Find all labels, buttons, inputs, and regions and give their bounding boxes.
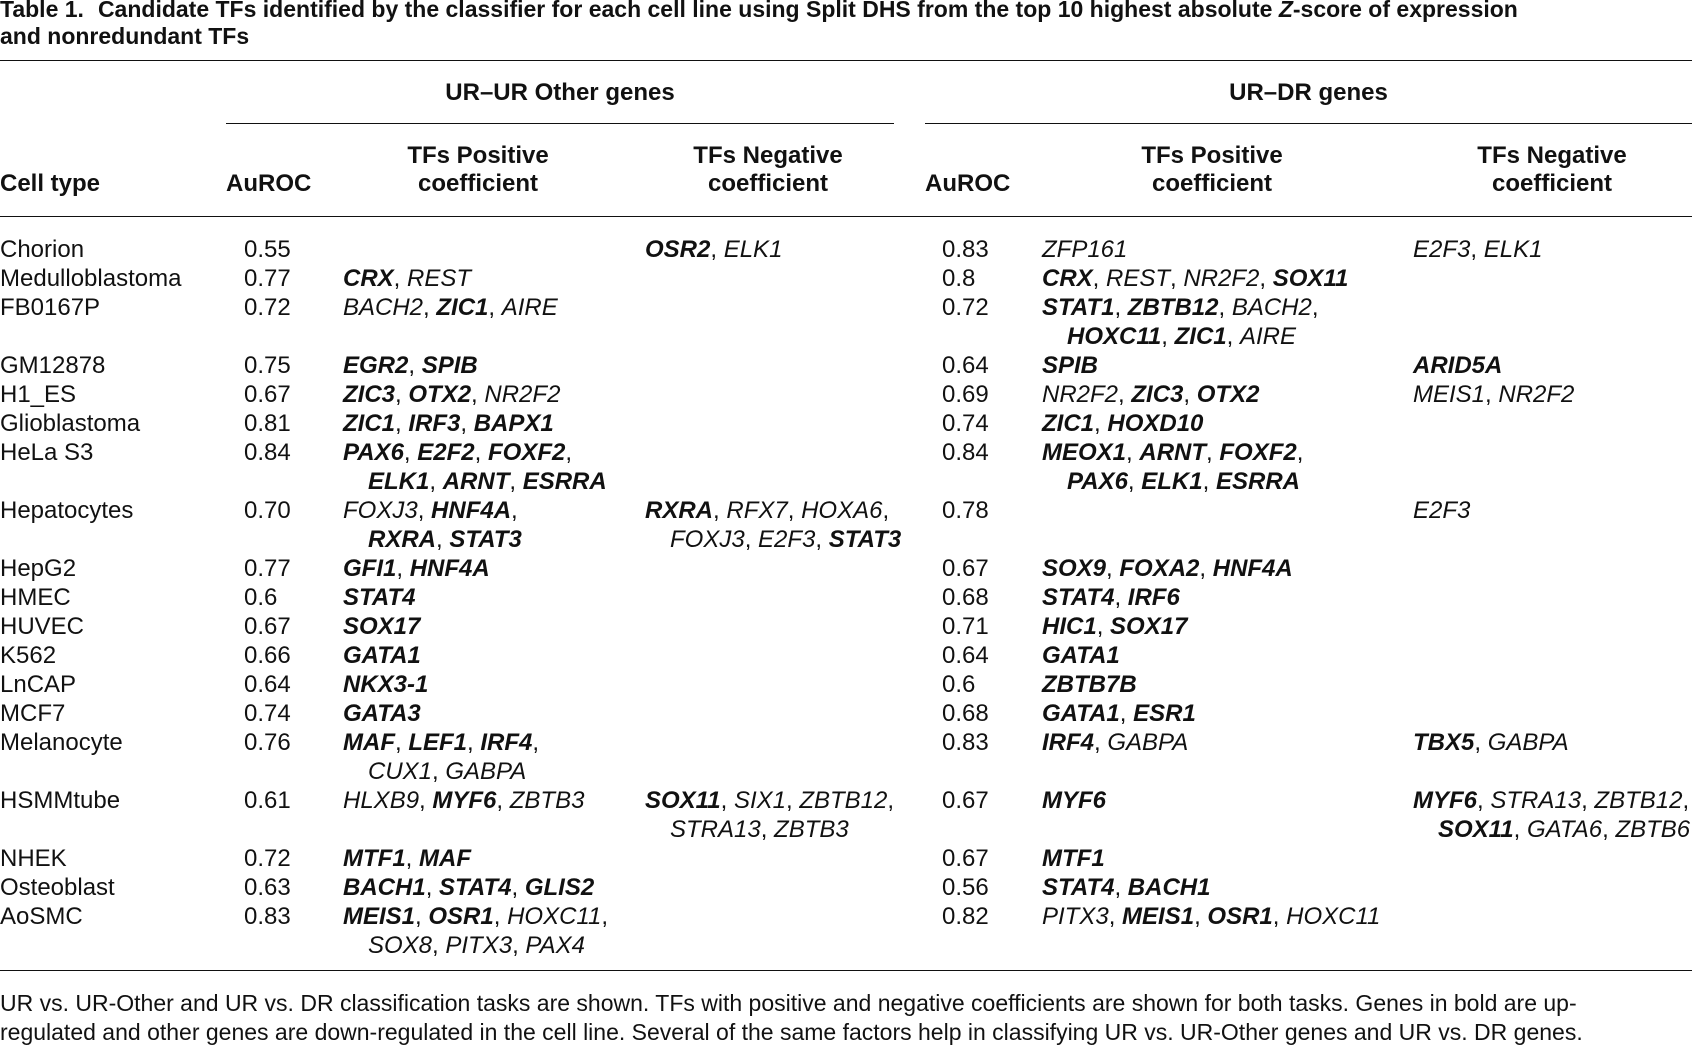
tfs-negative-ur-dr: E2F3, ELK1 — [1413, 236, 1543, 263]
gene-upregulated: ZIC1 — [1042, 410, 1095, 437]
header-rule — [0, 216, 1692, 217]
gene-upregulated: MYF6 — [1042, 787, 1107, 814]
gene-downregulated: PITX3 — [445, 932, 513, 959]
gene-upregulated: OSR2 — [645, 236, 711, 263]
cell-type: HUVEC — [0, 613, 85, 640]
auroc-ur-other: 0.74 — [244, 700, 291, 727]
gene-upregulated: STAT4 — [439, 874, 512, 901]
tfs-negative-ur-dr: MEIS1, NR2F2 — [1413, 381, 1575, 408]
gene-upregulated: HOXD10 — [1107, 410, 1204, 437]
tfs-negative-ur-dr — [1413, 496, 1470, 525]
auroc-ur-dr: 0.56 — [942, 874, 989, 901]
auroc-ur-other: 0.66 — [244, 642, 291, 669]
cell-type: H1_ES — [0, 381, 77, 408]
tfs-positive-ur-other: MTF1, MAF — [343, 845, 471, 872]
gene-upregulated: RXRA — [645, 497, 714, 524]
tfs-positive-ur-dr: HIC1, SOX17 — [1042, 613, 1188, 640]
gene-upregulated: ZBTB7B — [1042, 671, 1137, 698]
gene-upregulated: SOX9 — [1042, 555, 1107, 582]
tfs-positive-ur-dr: PITX3, MEIS1, OSR1, HOXC11 — [1042, 903, 1381, 930]
table-row — [0, 235, 1692, 264]
gene-downregulated: FOXJ3 — [343, 497, 418, 524]
gene-upregulated: HOXC11 — [1067, 323, 1162, 350]
gene-downregulated: AIRE — [501, 294, 558, 321]
auroc-ur-other: 0.64 — [244, 671, 291, 698]
gene-downregulated: NR2F2 — [1498, 381, 1575, 408]
gene-downregulated: E2F3 — [1413, 497, 1471, 524]
gene-upregulated: FOXF2 — [487, 439, 566, 466]
auroc-ur-other: 0.63 — [244, 874, 291, 901]
gene-upregulated: SOX17 — [1110, 613, 1188, 640]
gene-upregulated: SOX17 — [343, 613, 421, 640]
tfs-positive-ur-other: GFI1, HNF4A — [343, 555, 490, 582]
gene-downregulated: SIX1 — [733, 787, 786, 814]
gene-upregulated: STAT4 — [1042, 584, 1115, 611]
gene-downregulated: CUX1 — [368, 758, 433, 785]
tfs-positive-ur-dr — [1042, 844, 1105, 873]
bottom-rule — [0, 970, 1692, 971]
auroc-ur-dr: 0.71 — [942, 613, 989, 640]
gene-downregulated: ZBTB12 — [1594, 787, 1683, 814]
auroc-ur-dr: 0.72 — [942, 294, 989, 321]
auroc-ur-dr: 0.68 — [942, 700, 989, 727]
auroc-ur-dr: 0.74 — [942, 410, 989, 437]
auroc-ur-dr: 0.67 — [942, 555, 989, 582]
gene-upregulated: ESR1 — [1133, 700, 1196, 727]
cell-type: Medulloblastoma — [0, 265, 182, 292]
gene-downregulated: E2F3 — [1413, 236, 1471, 263]
auroc-ur-other: 0.72 — [244, 294, 291, 321]
tfs-positive-ur-other: CRX, REST — [343, 265, 472, 292]
table-row — [0, 728, 1692, 786]
gene-upregulated: MAF — [343, 729, 395, 756]
table-row — [0, 844, 1692, 873]
gene-downregulated: NR2F2 — [1183, 265, 1260, 292]
gene-downregulated: REST — [1106, 265, 1171, 292]
col-header-cell-type: Cell type — [0, 170, 101, 197]
tfs-negative-ur-dr — [1413, 351, 1502, 380]
tfs-positive-ur-other — [343, 641, 421, 670]
tfs-positive-ur-dr: GATA1, ESR1 — [1042, 700, 1196, 727]
table-row — [0, 612, 1692, 641]
auroc-ur-other: 0.83 — [244, 903, 291, 930]
gene-upregulated: ESRRA — [1215, 468, 1300, 495]
auroc-ur-dr: 0.68 — [942, 584, 989, 611]
gene-downregulated: BACH2 — [1231, 294, 1312, 321]
gene-downregulated: FOXJ3 — [670, 526, 745, 553]
col-header-neg-2: TFs Negative coefficient — [1477, 142, 1627, 197]
gene-upregulated: STAT3 — [828, 526, 902, 553]
group-header-ur-dr: UR–DR genes — [1229, 79, 1388, 106]
table-row — [0, 380, 1692, 409]
gene-upregulated: E2F2 — [417, 439, 475, 466]
col-header-pos-2: TFs Positive coefficient — [1141, 142, 1283, 197]
gene-upregulated: IRF4 — [480, 729, 533, 756]
tfs-positive-ur-other — [343, 612, 420, 641]
auroc-ur-dr: 0.78 — [942, 497, 989, 524]
tfs-negative-ur-dr: TBX5, GABPA — [1413, 729, 1569, 756]
auroc-ur-other: 0.77 — [244, 265, 291, 292]
cell-type: Chorion — [0, 236, 85, 263]
gene-downregulated: GABPA — [1107, 729, 1189, 756]
gene-upregulated: FOXF2 — [1219, 439, 1297, 466]
gene-upregulated: TBX5 — [1413, 729, 1475, 756]
group-rule-ur-ur-other — [226, 123, 894, 124]
gene-downregulated: REST — [407, 265, 472, 292]
tfs-negative-ur-dr: MYF6, STRA13, ZBTB12, SOX11, GATA6, ZBTB6 — [1413, 787, 1691, 843]
cell-type: GM12878 — [0, 352, 106, 379]
auroc-ur-dr: 0.64 — [942, 352, 989, 379]
cell-type: AoSMC — [0, 903, 83, 930]
gene-upregulated: CRX — [1042, 265, 1093, 292]
gene-upregulated: MYF6 — [432, 787, 497, 814]
gene-upregulated: BACH1 — [343, 874, 426, 901]
gene-upregulated: MEOX1 — [1042, 439, 1127, 466]
gene-upregulated: IRF4 — [1042, 729, 1095, 756]
gene-downregulated: AIRE — [1239, 323, 1296, 350]
col-header-auroc-1: AuROC — [226, 170, 312, 197]
gene-upregulated: STAT4 — [343, 584, 416, 611]
auroc-ur-dr: 0.69 — [942, 381, 989, 408]
gene-downregulated: SOX8 — [368, 932, 433, 959]
gene-upregulated: GFI1 — [343, 555, 397, 582]
gene-upregulated: ARNT — [1139, 439, 1207, 466]
gene-upregulated: HNF4A — [409, 555, 490, 582]
tfs-positive-ur-other: BACH1, STAT4, GLIS2 — [343, 874, 595, 901]
tfs-positive-ur-dr: SOX9, FOXA2, HNF4A — [1042, 555, 1293, 582]
gene-downregulated: GATA6 — [1526, 816, 1603, 843]
auroc-ur-dr: 0.83 — [942, 236, 989, 263]
gene-downregulated: RFX7 — [726, 497, 788, 524]
table-row — [0, 873, 1692, 902]
table-row — [0, 293, 1692, 351]
gene-upregulated: STAT4 — [1042, 874, 1115, 901]
group-rule-ur-dr — [925, 123, 1692, 124]
tfs-positive-ur-other: EGR2, SPIB — [343, 352, 478, 379]
gene-downregulated: STRA13 — [670, 816, 761, 843]
gene-upregulated: SOX11 — [1272, 265, 1349, 292]
gene-downregulated: ZBTB6 — [1615, 816, 1691, 843]
gene-downregulated: ELK1 — [723, 236, 783, 263]
tfs-negative-ur-other: SOX11, SIX1, ZBTB12, STRA13, ZBTB3 — [645, 787, 895, 843]
gene-upregulated: ELK1 — [368, 468, 430, 495]
gene-upregulated: SPIB — [1042, 352, 1099, 379]
cell-type: NHEK — [0, 845, 67, 872]
table-row — [0, 670, 1692, 699]
table-row — [0, 641, 1692, 670]
gene-downregulated: ZBTB3 — [774, 816, 849, 843]
auroc-ur-dr: 0.67 — [942, 787, 989, 814]
auroc-ur-other: 0.81 — [244, 410, 291, 437]
cell-type: HMEC — [0, 584, 71, 611]
table-row — [0, 554, 1692, 583]
auroc-ur-other: 0.67 — [244, 381, 291, 408]
auroc-ur-other: 0.75 — [244, 352, 291, 379]
gene-downregulated: ZFP161 — [1042, 236, 1128, 263]
gene-upregulated: ZIC1 — [1174, 323, 1227, 350]
tfs-positive-ur-dr — [1042, 351, 1098, 380]
gene-upregulated: ZIC3 — [1131, 381, 1184, 408]
gene-upregulated: MTF1 — [1042, 845, 1105, 872]
gene-upregulated: BACH1 — [1127, 874, 1211, 901]
tfs-positive-ur-other: BACH2, ZIC1, AIRE — [343, 294, 558, 321]
auroc-ur-dr: 0.84 — [942, 439, 989, 466]
gene-upregulated: GATA1 — [1042, 700, 1120, 727]
table-row — [0, 699, 1692, 728]
gene-upregulated: CRX — [343, 265, 394, 292]
gene-downregulated: MEIS1 — [1413, 381, 1486, 408]
gene-downregulated: ZBTB12 — [799, 787, 888, 814]
table-row — [0, 786, 1692, 844]
gene-upregulated: SOX11 — [645, 787, 721, 814]
gene-upregulated: MTF1 — [343, 845, 406, 872]
gene-downregulated: STRA13 — [1490, 787, 1582, 814]
table-caption — [0, 0, 1692, 50]
gene-upregulated: LEF1 — [408, 729, 468, 756]
cell-type: Osteoblast — [0, 874, 115, 901]
table-row — [0, 496, 1692, 554]
tfs-positive-ur-dr: STAT4, BACH1 — [1042, 874, 1211, 901]
table-row — [0, 583, 1692, 612]
tfs-positive-ur-dr — [1042, 670, 1137, 699]
gene-upregulated: OTX2 — [408, 381, 472, 408]
gene-downregulated: PAX4 — [525, 932, 586, 959]
gene-upregulated: HIC1 — [1042, 613, 1097, 640]
auroc-ur-other: 0.70 — [244, 497, 291, 524]
gene-upregulated: MEIS1 — [343, 903, 416, 930]
auroc-ur-dr: 0.67 — [942, 845, 989, 872]
gene-upregulated: BAPX1 — [473, 410, 554, 437]
tfs-positive-ur-dr — [1042, 641, 1120, 670]
gene-upregulated: GATA3 — [343, 700, 421, 727]
auroc-ur-other: 0.77 — [244, 555, 291, 582]
gene-upregulated: ARNT — [442, 468, 510, 495]
gene-upregulated: FOXA2 — [1119, 555, 1200, 582]
gene-upregulated: PAX6 — [1067, 468, 1128, 495]
tfs-positive-ur-other: ZIC3, OTX2, NR2F2 — [343, 381, 561, 408]
gene-upregulated: ZIC1 — [343, 410, 396, 437]
cell-type: HeLa S3 — [0, 439, 94, 466]
table-row — [0, 264, 1692, 293]
auroc-ur-dr: 0.83 — [942, 729, 989, 756]
auroc-ur-other: 0.72 — [244, 845, 291, 872]
table-row — [0, 351, 1692, 380]
gene-downregulated: ZBTB3 — [509, 787, 585, 814]
tfs-positive-ur-dr: STAT1, ZBTB12, BACH2, HOXC11, ZIC1, AIRE — [1042, 294, 1319, 350]
top-rule — [0, 60, 1692, 61]
cell-type: FB0167P — [0, 294, 101, 321]
tfs-positive-ur-dr: MEOX1, ARNT, FOXF2, PAX6, ELK1, ESRRA — [1042, 439, 1304, 495]
caption-text-2: and nonredundant TFs — [0, 23, 250, 49]
gene-upregulated: STAT1 — [1042, 294, 1115, 321]
gene-downregulated: GABPA — [445, 758, 527, 785]
gene-upregulated: MYF6 — [1413, 787, 1478, 814]
gene-downregulated: NR2F2 — [484, 381, 561, 408]
gene-downregulated: GABPA — [1487, 729, 1569, 756]
auroc-ur-other: 0.76 — [244, 729, 291, 756]
gene-upregulated: HNF4A — [431, 497, 512, 524]
auroc-ur-dr: 0.8 — [942, 265, 976, 292]
gene-upregulated: STAT3 — [449, 526, 522, 553]
auroc-ur-other: 0.55 — [244, 236, 291, 263]
auroc-ur-other: 0.84 — [244, 439, 291, 466]
gene-upregulated: ZIC1 — [436, 294, 489, 321]
gene-upregulated: GLIS2 — [524, 874, 595, 901]
table-row — [0, 438, 1692, 496]
tfs-negative-ur-other: RXRA, RFX7, HOXA6, FOXJ3, E2F3, STAT3 — [645, 497, 902, 553]
auroc-ur-dr: 0.82 — [942, 903, 989, 930]
table-footnote — [0, 989, 1692, 1047]
cell-type: LnCAP — [0, 671, 77, 698]
tfs-positive-ur-dr — [1042, 786, 1106, 815]
gene-downregulated: BACH2 — [343, 294, 424, 321]
gene-upregulated: SOX11 — [1438, 816, 1514, 843]
gene-downregulated: HOXC11 — [1286, 903, 1381, 930]
tfs-positive-ur-other: MEIS1, OSR1, HOXC11, SOX8, PITX3, PAX4 — [343, 903, 609, 959]
caption-text-1: Candidate TFs identified by the classifier for each cell line using Split DHS from the top 10 highest absolute — [97, 0, 1279, 22]
gene-upregulated: ARID5A — [1413, 352, 1503, 379]
table-row — [0, 409, 1692, 438]
gene-upregulated: IRF6 — [1127, 584, 1180, 611]
gene-upregulated: OSR1 — [1207, 903, 1273, 930]
gene-upregulated: PAX6 — [343, 439, 404, 466]
auroc-ur-dr: 0.64 — [942, 642, 989, 669]
gene-downregulated: HOXC11 — [507, 903, 602, 930]
col-header-pos-1: TFs Positive coefficient — [407, 142, 549, 197]
col-header-neg-1: TFs Negative coefficient — [693, 142, 843, 197]
footnote-line-1: UR vs. UR-Other and UR vs. DR classification tasks are shown. TFs with positive and negative coefficients are shown for both tasks. Genes in bold are up- — [0, 990, 1577, 1016]
gene-upregulated: IRF3 — [408, 410, 461, 437]
tfs-positive-ur-other — [343, 583, 415, 612]
group-header-ur-ur-other: UR–UR Other genes — [445, 79, 675, 106]
tfs-positive-ur-other: FOXJ3, HNF4A, RXRA, STAT3 — [343, 497, 522, 553]
gene-downregulated: PITX3 — [1042, 903, 1109, 930]
tfs-positive-ur-other: PAX6, E2F2, FOXF2, ELK1, ARNT, ESRRA — [343, 439, 607, 495]
cell-type: K562 — [0, 642, 57, 669]
tfs-positive-ur-other: MAF, LEF1, IRF4, CUX1, GABPA — [343, 729, 540, 785]
table-row — [0, 902, 1692, 960]
footnote-line-2: regulated and other genes are down-regulated in the cell line. Several of the same factors help in classifying UR vs. UR-Other genes and UR vs. DR genes. — [0, 1019, 1583, 1045]
gene-upregulated: OTX2 — [1196, 381, 1260, 408]
auroc-ur-other: 0.67 — [244, 613, 291, 640]
gene-upregulated: HNF4A — [1212, 555, 1293, 582]
tfs-positive-ur-dr: NR2F2, ZIC3, OTX2 — [1042, 381, 1260, 408]
col-header-auroc-2: AuROC — [925, 170, 1011, 197]
cell-type: HepG2 — [0, 555, 77, 582]
gene-upregulated: GATA1 — [1042, 642, 1120, 669]
cell-type: HSMMtube — [0, 787, 121, 814]
gene-downregulated: HLXB9 — [343, 787, 420, 814]
gene-upregulated: RXRA — [368, 526, 437, 553]
gene-upregulated: MAF — [419, 845, 471, 872]
tfs-negative-ur-other: OSR2, ELK1 — [645, 236, 783, 263]
gene-upregulated: MEIS1 — [1122, 903, 1195, 930]
gene-upregulated: EGR2 — [343, 352, 409, 379]
tfs-positive-ur-dr — [1042, 235, 1127, 264]
gene-upregulated: ZIC3 — [343, 381, 396, 408]
tfs-positive-ur-other — [343, 670, 428, 699]
gene-upregulated: GATA1 — [343, 642, 421, 669]
auroc-ur-other: 0.61 — [244, 787, 291, 814]
table-label: Table 1. — [0, 0, 84, 22]
tfs-positive-ur-other: HLXB9, MYF6, ZBTB3 — [343, 787, 585, 814]
gene-upregulated: SPIB — [421, 352, 478, 379]
tfs-positive-ur-dr: CRX, REST, NR2F2, SOX11 — [1042, 265, 1349, 292]
cell-type: Hepatocytes — [0, 497, 134, 524]
tfs-positive-ur-dr: IRF4, GABPA — [1042, 729, 1189, 756]
tfs-positive-ur-other: ZIC1, IRF3, BAPX1 — [343, 410, 554, 437]
tfs-positive-ur-other — [343, 699, 421, 728]
auroc-ur-dr: 0.6 — [942, 671, 976, 698]
auroc-ur-other: 0.6 — [244, 584, 278, 611]
gene-upregulated: OSR1 — [428, 903, 494, 930]
gene-downregulated: HOXA6 — [801, 497, 883, 524]
gene-upregulated: ZBTB12 — [1127, 294, 1219, 321]
caption-z: Z — [1278, 0, 1293, 22]
cell-type: Glioblastoma — [0, 410, 141, 437]
gene-upregulated: NKX3-1 — [343, 671, 429, 698]
caption-text-1b: -score of expression — [1292, 0, 1518, 22]
gene-downregulated: NR2F2 — [1042, 381, 1119, 408]
tfs-positive-ur-dr: STAT4, IRF6 — [1042, 584, 1180, 611]
gene-downregulated: E2F3 — [758, 526, 816, 553]
tfs-positive-ur-dr: ZIC1, HOXD10 — [1042, 410, 1204, 437]
cell-type: MCF7 — [0, 700, 66, 727]
gene-upregulated: ESRRA — [522, 468, 607, 495]
gene-upregulated: ELK1 — [1141, 468, 1203, 495]
gene-downregulated: ELK1 — [1483, 236, 1543, 263]
cell-type: Melanocyte — [0, 729, 123, 756]
